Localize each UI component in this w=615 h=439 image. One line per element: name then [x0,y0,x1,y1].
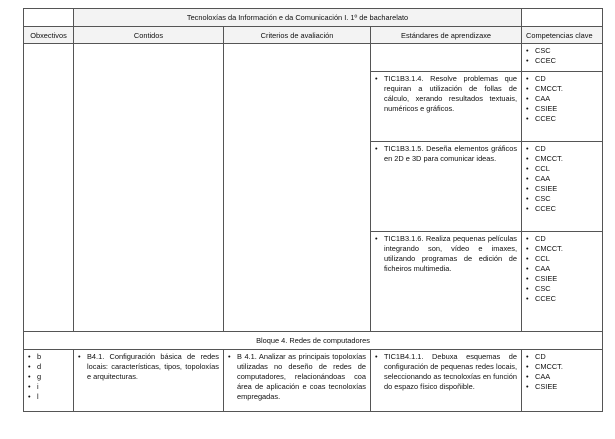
competence-item: • CAA [526,372,598,382]
table-row [24,44,603,72]
contents-cell-empty [74,44,224,332]
content-text: • B4.1. Configuración básica de redes locais: características, tipos, topoloxías e arquitecturas. [78,352,219,382]
competence-item: • CMCCT. [526,244,598,254]
competence-item: • CSIEE [526,104,598,114]
criteria-cell-empty [224,44,371,332]
competence-item: • CD [526,74,598,84]
col-header-objectives: Obxectivos [24,27,74,44]
competences-cell [522,142,603,232]
standard-cell [371,72,522,142]
competence-item: • CSIEE [526,382,598,392]
block-heading-row [24,332,603,350]
title-row [24,9,603,27]
standard-text: • TIC1B3.1.5. Deseña elementos gráficos en 2D e 3D para comunicar ideas. [375,144,517,164]
competence-item: • CCL [526,254,598,264]
standard-cell [371,350,522,412]
objectives-cell [24,350,74,412]
table-row [24,350,603,412]
competence-item: • CMCCT. [526,154,598,164]
col-header-criteria: Criterios de avaliación [224,27,371,44]
standard-text: • TIC1B3.1.4. Resolve problemas que requiran a utilización de follas de cálculo, xerando resultados textuais, numéricos e gráficos. [375,74,517,114]
contents-cell [74,350,224,412]
title-spacer-cell [24,9,74,27]
competence-item: • CAA [526,174,598,184]
competences-cell [522,72,603,142]
col-header-standards: Estándares de aprendizaxe [371,27,522,44]
table-title: Tecnoloxías da Información e da Comunicación I. 1º de bacharelato [74,9,522,27]
title-spacer-cell-right [522,9,603,27]
competence-item: • CAA [526,264,598,274]
competence-item: • CSIEE [526,274,598,284]
objective-item: • i [28,382,69,392]
competence-item: • CCEC [526,56,598,66]
block-heading: Bloque 4. Redes de computadores [24,332,603,350]
competence-item: • CSC [526,194,598,204]
standard-cell [371,142,522,232]
competence-item: • CMCCT. [526,84,598,94]
competence-item: • CSC [526,284,598,294]
standard-cell [371,232,522,332]
col-header-competences: Competencias clave [522,27,603,44]
competences-cell [522,350,603,412]
standard-text: • TIC1B3.1.6. Realiza pequenas películas integrando son, vídeo e imaxes, utilizando programas de edición de ficheiros multimedia. [375,234,517,274]
competences-cell [522,44,603,72]
competence-item: • CD [526,352,598,362]
standard-cell-empty [371,44,522,72]
objective-item: • l [28,392,69,402]
col-header-contents: Contidos [74,27,224,44]
competence-item: • CAA [526,94,598,104]
standard-text: • TIC1B4.1.1. Debuxa esquemas de configuración de pequenas redes locais, seleccionando as tecnoloxías en función do espazo físico dispoñible. [375,352,517,392]
criterion-text: • B 4.1. Analizar as principais topoloxías utilizadas no deseño de redes de computadores, relacionándoas coa área de aplicación e coas tecnoloxías empregadas. [228,352,366,402]
competence-item: • CD [526,234,598,244]
competence-item: • CSC [526,46,598,56]
competences-cell [522,232,603,332]
objective-item: • b [28,352,69,362]
competence-item: • CCL [526,164,598,174]
competence-item: • CD [526,144,598,154]
competence-item: • CMCCT. [526,362,598,372]
objective-item: • d [28,362,69,372]
competence-item: • CCEC [526,204,598,214]
competence-item: • CSIEE [526,184,598,194]
criteria-cell [224,350,371,412]
objective-item: • g [28,372,69,382]
competence-item: • CCEC [526,114,598,124]
curriculum-table [23,8,603,412]
objectives-cell-empty [24,44,74,332]
column-header-row [24,27,603,44]
competence-item: • CCEC [526,294,598,304]
